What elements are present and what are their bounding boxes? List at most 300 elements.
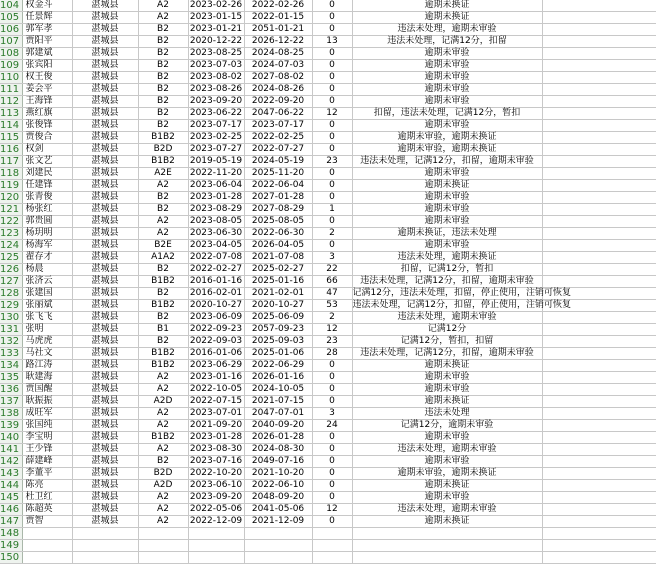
row-number[interactable]: 109 <box>0 60 22 72</box>
empty-cell[interactable] <box>542 204 656 216</box>
cell-license-class[interactable]: A2 <box>138 516 188 528</box>
cell-points[interactable]: 0 <box>312 516 352 528</box>
cell-date-1[interactable] <box>188 540 244 552</box>
cell-license-class[interactable] <box>138 528 188 540</box>
cell-points[interactable]: 0 <box>312 144 352 156</box>
cell-date-2[interactable]: 2026-12-22 <box>244 36 312 48</box>
cell-points[interactable]: 2 <box>312 228 352 240</box>
cell-points[interactable] <box>312 528 352 540</box>
table-row[interactable] <box>0 516 656 528</box>
cell-status[interactable]: 逾期未审验 <box>352 84 542 96</box>
table-row[interactable] <box>0 156 656 168</box>
table-row[interactable] <box>0 288 656 300</box>
cell-points[interactable]: 0 <box>312 168 352 180</box>
empty-cell[interactable] <box>542 144 656 156</box>
cell-date-2[interactable]: 2023-07-17 <box>244 120 312 132</box>
cell-license-class[interactable]: B2D <box>138 468 188 480</box>
cell-date-1[interactable]: 2023-07-01 <box>189 408 243 418</box>
cell-points[interactable]: 0 <box>312 468 352 480</box>
cell-points[interactable] <box>312 540 352 552</box>
cell-points[interactable]: 0 <box>312 432 352 444</box>
cell-license-class[interactable]: A2E <box>138 168 188 180</box>
empty-cell[interactable] <box>542 84 656 96</box>
empty-cell[interactable] <box>542 240 656 252</box>
table-row[interactable] <box>0 396 656 408</box>
cell-license-class[interactable]: A2 <box>138 408 188 420</box>
cell-county[interactable]: 湛城县 <box>72 168 138 180</box>
cell-date-1[interactable]: 2023-01-28 <box>189 192 243 202</box>
cell-status[interactable]: 记满12分，逾期未审验 <box>352 420 542 432</box>
cell-date-2[interactable]: 2026-01-28 <box>244 432 312 444</box>
cell-date-1[interactable]: 2023-08-29 <box>189 204 243 214</box>
cell-name[interactable]: 杜卫红 <box>22 492 72 504</box>
table-row[interactable] <box>0 108 656 120</box>
cell-date-2[interactable]: 2048-09-20 <box>244 492 312 504</box>
empty-cell[interactable] <box>542 396 656 408</box>
cell-license-class[interactable]: B2 <box>138 336 188 348</box>
cell-date-1[interactable]: 2016-02-01 <box>189 288 243 298</box>
cell-date-2[interactable]: 2021-07-15 <box>244 396 312 408</box>
cell-license-class[interactable]: A2D <box>138 480 188 492</box>
empty-cell[interactable] <box>542 276 656 288</box>
cell-county[interactable]: 湛城县 <box>72 348 138 360</box>
cell-points[interactable]: 12 <box>312 504 352 516</box>
cell-points[interactable]: 0 <box>312 132 352 144</box>
table-row[interactable] <box>0 0 656 12</box>
table-row[interactable] <box>0 60 656 72</box>
cell-date-2[interactable]: 2022-02-26 <box>244 0 312 12</box>
row-number[interactable]: 131 <box>0 324 22 336</box>
row-number[interactable]: 120 <box>0 192 22 204</box>
cell-license-class[interactable]: B2 <box>138 84 188 96</box>
cell-status[interactable]: 违法未处理，记满12分，扣留，逾期未审验 <box>352 156 542 168</box>
cell-license-class[interactable]: A2 <box>138 180 188 192</box>
cell-date-2[interactable]: 2049-07-16 <box>244 456 312 468</box>
cell-status[interactable] <box>352 528 542 540</box>
cell-date-2[interactable]: 2047-06-22 <box>244 108 312 120</box>
cell-license-class[interactable]: B1B2 <box>138 132 188 144</box>
cell-points[interactable]: 0 <box>312 480 352 492</box>
table-row[interactable] <box>0 168 656 180</box>
cell-name[interactable]: 陈超英 <box>22 504 72 516</box>
cell-status[interactable]: 违法未处理，逾期未审验 <box>352 24 542 36</box>
cell-county[interactable] <box>72 552 138 564</box>
cell-date-1[interactable]: 2023-07-16 <box>189 456 243 466</box>
cell-license-class[interactable]: A2 <box>138 444 188 456</box>
table-row[interactable] <box>0 504 656 516</box>
empty-cell[interactable] <box>542 192 656 204</box>
row-number[interactable]: 137 <box>0 396 22 408</box>
row-number[interactable]: 118 <box>0 168 22 180</box>
cell-date-1[interactable]: 2022-12-09 <box>189 516 243 526</box>
cell-county[interactable]: 湛城县 <box>72 468 138 480</box>
table-row[interactable] <box>0 492 656 504</box>
cell-name[interactable]: 杨张红 <box>22 204 72 216</box>
cell-name[interactable]: 路江涛 <box>22 360 72 372</box>
cell-name[interactable]: 李宝明 <box>22 432 72 444</box>
cell-points[interactable]: 23 <box>312 156 352 168</box>
cell-license-class[interactable]: B1B2 <box>138 348 188 360</box>
cell-date-2[interactable]: 2027-08-02 <box>244 72 312 84</box>
cell-date-1[interactable]: 2023-08-05 <box>189 216 243 226</box>
cell-date-1[interactable]: 2022-11-20 <box>189 168 243 178</box>
cell-county[interactable]: 湛城县 <box>72 288 138 300</box>
table-row[interactable] <box>0 24 656 36</box>
cell-date-1[interactable]: 2023-01-16 <box>189 372 243 382</box>
cell-license-class[interactable]: B2 <box>138 120 188 132</box>
cell-status[interactable]: 逾期未审验 <box>352 372 542 384</box>
cell-points[interactable]: 0 <box>312 72 352 84</box>
empty-cell[interactable] <box>542 444 656 456</box>
cell-date-1[interactable]: 2019-05-19 <box>189 156 243 166</box>
row-number[interactable]: 140 <box>0 432 22 444</box>
cell-name[interactable]: 贾俊合 <box>22 132 72 144</box>
cell-county[interactable]: 湛城县 <box>72 120 138 132</box>
cell-status[interactable]: 逾期未审验 <box>352 168 542 180</box>
cell-date-2[interactable]: 2051-01-21 <box>244 24 312 36</box>
cell-status[interactable]: 逾期未审验 <box>352 432 542 444</box>
cell-date-2[interactable]: 2022-06-04 <box>244 180 312 192</box>
empty-cell[interactable] <box>542 96 656 108</box>
cell-status[interactable]: 逾期未换证 <box>352 396 542 408</box>
cell-points[interactable]: 66 <box>312 276 352 288</box>
cell-date-2[interactable]: 2021-10-20 <box>244 468 312 480</box>
cell-status[interactable]: 违法未处理，记满12分，扣留，逾期未审验 <box>352 348 542 360</box>
cell-county[interactable]: 湛城县 <box>72 252 138 264</box>
row-number[interactable]: 106 <box>0 24 22 36</box>
cell-date-2[interactable]: 2024-10-05 <box>244 384 312 396</box>
empty-cell[interactable] <box>542 504 656 516</box>
cell-county[interactable]: 湛城县 <box>72 240 138 252</box>
cell-name[interactable]: 燕红旗 <box>22 108 72 120</box>
cell-license-class[interactable]: A2 <box>138 420 188 432</box>
cell-status[interactable]: 逾期未审验 <box>352 492 542 504</box>
row-number[interactable]: 107 <box>0 36 22 48</box>
cell-status[interactable]: 逾期未审验 <box>352 96 542 108</box>
table-row[interactable] <box>0 252 656 264</box>
cell-county[interactable]: 湛城县 <box>72 372 138 384</box>
cell-status[interactable]: 违法未处理，记满12分，扣留，停止使用，注销可恢复 <box>352 300 571 310</box>
cell-status[interactable]: 违法未处理，记满12分，扣留 <box>352 36 542 48</box>
empty-cell[interactable] <box>542 180 656 192</box>
cell-county[interactable]: 湛城县 <box>72 12 138 24</box>
cell-points[interactable]: 3 <box>312 252 352 264</box>
cell-date-2[interactable]: 2057-09-23 <box>244 324 312 336</box>
cell-date-2[interactable]: 2021-07-08 <box>244 252 312 264</box>
table-row[interactable] <box>0 384 656 396</box>
table-row[interactable] <box>0 216 656 228</box>
cell-license-class[interactable]: B2 <box>138 60 188 72</box>
cell-county[interactable]: 湛城县 <box>72 504 138 516</box>
table-row[interactable] <box>0 144 656 156</box>
cell-license-class[interactable]: A2 <box>138 384 188 396</box>
cell-date-2[interactable]: 2024-07-03 <box>244 60 312 72</box>
cell-status[interactable]: 逾期未审验 <box>352 72 542 84</box>
row-number[interactable]: 134 <box>0 360 22 372</box>
table-row[interactable] <box>0 528 656 540</box>
table-row[interactable] <box>0 324 656 336</box>
cell-date-1[interactable]: 2023-02-25 <box>189 132 243 142</box>
cell-name[interactable]: 任景辉 <box>22 12 72 24</box>
cell-name[interactable]: 王少锋 <box>22 444 72 456</box>
cell-points[interactable]: 0 <box>312 0 352 12</box>
empty-cell[interactable] <box>542 60 656 72</box>
empty-cell[interactable] <box>542 36 656 48</box>
cell-status[interactable]: 逾期未换证 <box>352 516 542 528</box>
row-number[interactable]: 108 <box>0 48 22 60</box>
table-row[interactable] <box>0 228 656 240</box>
cell-points[interactable]: 0 <box>312 48 352 60</box>
cell-county[interactable] <box>72 540 138 552</box>
cell-county[interactable]: 湛城县 <box>72 48 138 60</box>
cell-license-class[interactable]: B1 <box>138 324 188 336</box>
empty-cell[interactable] <box>542 216 656 228</box>
cell-name[interactable]: 杨海军 <box>22 240 72 252</box>
cell-date-1[interactable]: 2022-10-20 <box>189 468 243 478</box>
table-row[interactable] <box>0 84 656 96</box>
cell-status[interactable] <box>352 552 542 564</box>
cell-license-class[interactable]: A2 <box>138 492 188 504</box>
row-number[interactable]: 127 <box>0 276 22 288</box>
row-number[interactable]: 133 <box>0 348 22 360</box>
cell-name[interactable]: 张建国 <box>22 288 72 300</box>
row-number[interactable]: 116 <box>0 144 22 156</box>
empty-cell[interactable] <box>542 492 656 504</box>
cell-name[interactable]: 郭军孝 <box>22 24 72 36</box>
cell-status[interactable]: 逾期未审验 <box>352 204 542 216</box>
cell-license-class[interactable]: B2 <box>138 192 188 204</box>
cell-points[interactable]: 3 <box>312 408 352 420</box>
cell-name[interactable]: 权金斗 <box>22 0 72 12</box>
empty-cell[interactable] <box>542 420 656 432</box>
cell-license-class[interactable]: B2 <box>138 36 188 48</box>
cell-date-2[interactable]: 2027-08-29 <box>244 204 312 216</box>
cell-points[interactable]: 0 <box>312 60 352 72</box>
cell-date-2[interactable]: 2027-01-28 <box>244 192 312 204</box>
cell-name[interactable]: 张俊锋 <box>22 120 72 132</box>
cell-county[interactable]: 湛城县 <box>72 144 138 156</box>
row-number[interactable]: 114 <box>0 120 22 132</box>
table-row[interactable] <box>0 120 656 132</box>
cell-status[interactable] <box>352 540 542 552</box>
cell-county[interactable]: 湛城县 <box>72 432 138 444</box>
cell-county[interactable]: 湛城县 <box>72 336 138 348</box>
cell-points[interactable]: 12 <box>312 324 352 336</box>
empty-cell[interactable] <box>542 528 656 540</box>
cell-date-2[interactable]: 2047-07-01 <box>244 408 312 420</box>
row-number[interactable]: 141 <box>0 444 22 456</box>
row-number[interactable]: 150 <box>0 552 22 564</box>
table-row[interactable] <box>0 420 656 432</box>
cell-name[interactable] <box>22 528 72 540</box>
cell-points[interactable]: 0 <box>312 492 352 504</box>
cell-points[interactable]: 0 <box>312 216 352 228</box>
cell-county[interactable]: 湛城县 <box>72 180 138 192</box>
cell-points[interactable]: 0 <box>312 240 352 252</box>
empty-cell[interactable] <box>542 48 656 60</box>
cell-date-2[interactable] <box>244 552 312 564</box>
row-number[interactable]: 124 <box>0 240 22 252</box>
cell-status[interactable]: 记满12分，违法未处理，扣留，停止使用，注销可恢复 <box>352 288 571 298</box>
cell-date-1[interactable]: 2020-12-22 <box>189 36 243 46</box>
row-number[interactable]: 130 <box>0 312 22 324</box>
cell-date-1[interactable]: 2016-01-06 <box>189 348 243 358</box>
cell-date-2[interactable]: 2025-02-27 <box>244 264 312 276</box>
cell-date-1[interactable]: 2020-10-27 <box>189 300 243 310</box>
cell-license-class[interactable]: B1B2 <box>138 276 188 288</box>
cell-points[interactable]: 0 <box>312 384 352 396</box>
row-number[interactable]: 143 <box>0 468 22 480</box>
row-number[interactable]: 110 <box>0 72 22 84</box>
empty-cell[interactable] <box>542 336 656 348</box>
cell-county[interactable]: 湛城县 <box>72 324 138 336</box>
cell-date-1[interactable]: 2016-01-16 <box>189 276 243 286</box>
cell-name[interactable] <box>22 552 72 564</box>
cell-license-class[interactable]: A2 <box>138 372 188 384</box>
table-row[interactable] <box>0 348 656 360</box>
empty-cell[interactable] <box>542 0 656 12</box>
cell-points[interactable]: 0 <box>312 396 352 408</box>
cell-date-2[interactable]: 2025-11-20 <box>244 168 312 180</box>
table-row[interactable] <box>0 456 656 468</box>
cell-county[interactable]: 湛城县 <box>72 132 138 144</box>
cell-points[interactable]: 0 <box>312 180 352 192</box>
row-number[interactable]: 132 <box>0 336 22 348</box>
row-number[interactable]: 121 <box>0 204 22 216</box>
empty-cell[interactable] <box>542 120 656 132</box>
cell-license-class[interactable]: B2 <box>138 456 188 468</box>
table-row[interactable] <box>0 552 656 564</box>
row-number[interactable]: 123 <box>0 228 22 240</box>
table-row[interactable] <box>0 300 656 312</box>
cell-license-class[interactable]: B2 <box>138 72 188 84</box>
cell-points[interactable]: 28 <box>312 348 352 360</box>
cell-date-1[interactable]: 2023-06-29 <box>189 360 243 370</box>
empty-cell[interactable] <box>542 384 656 396</box>
empty-cell[interactable] <box>542 264 656 276</box>
row-number[interactable]: 128 <box>0 288 22 300</box>
empty-cell[interactable] <box>542 132 656 144</box>
cell-date-1[interactable]: 2023-02-26 <box>189 0 243 10</box>
cell-status[interactable]: 逾期未审验 <box>352 216 542 228</box>
table-row[interactable] <box>0 240 656 252</box>
cell-license-class[interactable]: B1B2 <box>138 360 188 372</box>
cell-status[interactable]: 违法未处理，逾期未审验 <box>352 504 542 516</box>
cell-date-2[interactable]: 2021-02-01 <box>244 288 312 300</box>
table-row[interactable] <box>0 36 656 48</box>
cell-county[interactable]: 湛城县 <box>72 96 138 108</box>
row-number[interactable]: 145 <box>0 492 22 504</box>
cell-points[interactable]: 13 <box>312 36 352 48</box>
cell-points[interactable]: 22 <box>312 264 352 276</box>
row-number[interactable]: 113 <box>0 108 22 120</box>
cell-name[interactable]: 姜会平 <box>22 84 72 96</box>
cell-date-2[interactable]: 2025-06-09 <box>244 312 312 324</box>
empty-cell[interactable] <box>542 468 656 480</box>
cell-license-class[interactable]: A2 <box>138 0 188 12</box>
empty-cell[interactable] <box>542 360 656 372</box>
row-number[interactable]: 126 <box>0 264 22 276</box>
cell-license-class[interactable]: A2 <box>138 12 188 24</box>
row-number[interactable]: 119 <box>0 180 22 192</box>
cell-date-1[interactable]: 2023-08-26 <box>189 84 243 94</box>
cell-status[interactable]: 逾期未审验 <box>352 120 542 132</box>
table-row[interactable] <box>0 336 656 348</box>
cell-date-1[interactable] <box>188 552 244 564</box>
cell-date-1[interactable]: 2022-05-06 <box>189 504 243 514</box>
row-number[interactable]: 112 <box>0 96 22 108</box>
cell-points[interactable]: 23 <box>312 336 352 348</box>
cell-date-2[interactable] <box>244 540 312 552</box>
cell-county[interactable] <box>72 528 138 540</box>
row-number[interactable]: 147 <box>0 516 22 528</box>
row-number[interactable]: 138 <box>0 408 22 420</box>
cell-date-1[interactable]: 2023-08-25 <box>189 48 243 58</box>
cell-points[interactable]: 0 <box>312 96 352 108</box>
cell-date-1[interactable]: 2023-06-09 <box>189 312 243 322</box>
cell-status[interactable]: 逾期未审验 <box>352 192 542 204</box>
row-number[interactable]: 105 <box>0 12 22 24</box>
cell-name[interactable]: 权王俊 <box>22 72 72 84</box>
cell-points[interactable]: 2 <box>312 312 352 324</box>
cell-name[interactable]: 张济云 <box>22 276 72 288</box>
cell-points[interactable]: 0 <box>312 24 352 36</box>
cell-name[interactable]: 张青俊 <box>22 192 72 204</box>
cell-county[interactable]: 湛城县 <box>72 72 138 84</box>
cell-status[interactable]: 违法未处理，记满12分，扣留，逾期未审验 <box>352 276 542 288</box>
empty-cell[interactable] <box>542 372 656 384</box>
cell-points[interactable]: 24 <box>312 420 352 432</box>
cell-date-1[interactable] <box>188 528 244 540</box>
cell-county[interactable]: 湛城县 <box>72 420 138 432</box>
cell-license-class[interactable] <box>138 552 188 564</box>
cell-date-2[interactable]: 2040-09-20 <box>244 420 312 432</box>
cell-name[interactable]: 贾阳平 <box>22 36 72 48</box>
cell-county[interactable]: 湛城县 <box>72 156 138 168</box>
cell-name[interactable]: 陈亮 <box>22 480 72 492</box>
cell-status[interactable]: 逾期未审验，逾期未换证 <box>352 132 542 144</box>
cell-county[interactable]: 湛城县 <box>72 36 138 48</box>
row-number[interactable]: 129 <box>0 300 22 312</box>
row-number[interactable]: 149 <box>0 540 22 552</box>
cell-status[interactable]: 违法未处理，逾期未换证 <box>352 252 542 264</box>
cell-license-class[interactable] <box>138 540 188 552</box>
cell-date-2[interactable] <box>244 528 312 540</box>
cell-county[interactable]: 湛城县 <box>72 192 138 204</box>
cell-name[interactable]: 郭贵圆 <box>22 216 72 228</box>
cell-date-1[interactable]: 2023-01-28 <box>189 432 243 442</box>
cell-county[interactable]: 湛城县 <box>72 108 138 120</box>
cell-date-2[interactable]: 2022-06-30 <box>244 228 312 240</box>
row-number[interactable]: 148 <box>0 528 22 540</box>
cell-name[interactable]: 刘建民 <box>22 168 72 180</box>
table-row[interactable] <box>0 132 656 144</box>
table-row[interactable] <box>0 48 656 60</box>
empty-cell[interactable] <box>542 168 656 180</box>
cell-status[interactable]: 逾期未换证 <box>352 0 542 12</box>
cell-date-2[interactable]: 2022-02-25 <box>244 132 312 144</box>
table-row[interactable] <box>0 312 656 324</box>
cell-date-1[interactable]: 2023-09-20 <box>189 492 243 502</box>
cell-license-class[interactable]: B1B2 <box>138 300 188 312</box>
cell-date-1[interactable]: 2021-09-20 <box>189 420 243 430</box>
cell-date-1[interactable]: 2023-06-22 <box>189 108 243 118</box>
cell-county[interactable]: 湛城县 <box>72 204 138 216</box>
cell-date-2[interactable]: 2022-06-29 <box>244 360 312 372</box>
cell-county[interactable]: 湛城县 <box>72 216 138 228</box>
cell-date-1[interactable]: 2023-01-15 <box>189 12 243 22</box>
row-number[interactable]: 146 <box>0 504 22 516</box>
